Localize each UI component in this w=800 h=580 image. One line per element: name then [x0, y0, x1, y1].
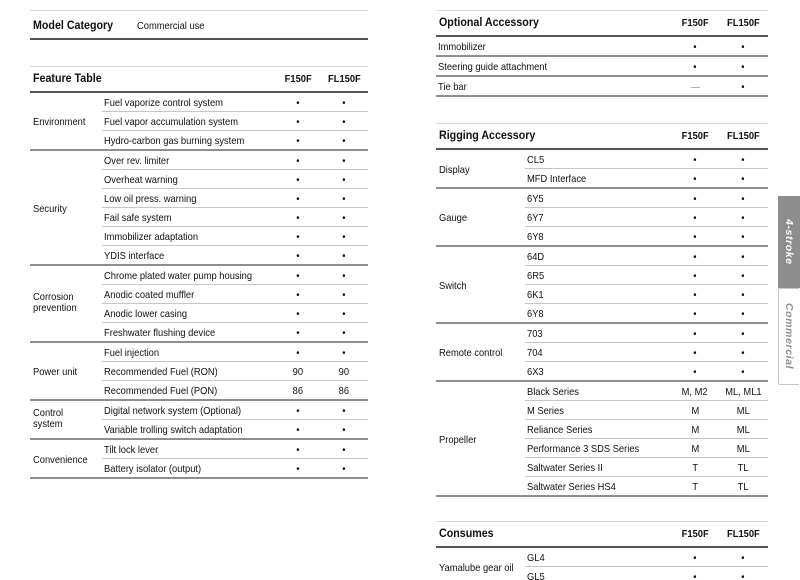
value-cell: • — [320, 131, 368, 151]
feature-cell: 6X3 — [525, 362, 672, 382]
column-header-col2: FL150F — [718, 11, 768, 37]
category-cell: Gauge — [436, 188, 525, 246]
feature-cell: 64D — [525, 246, 672, 266]
value-cell: • — [276, 342, 320, 362]
category-cell: Corrosion prevention — [30, 265, 102, 342]
value-cell: • — [693, 154, 697, 166]
table-row — [30, 150, 368, 170]
table-header-row — [436, 11, 768, 37]
feature-cell: GL5 — [525, 567, 672, 580]
category-cell: Power unit — [30, 342, 102, 400]
value-cell: • — [672, 169, 718, 189]
value-cell: • — [276, 323, 320, 343]
category-cell: Convenience — [30, 439, 102, 478]
feature-cell: Performance 3 SDS Series — [525, 439, 672, 458]
value-cell: M — [672, 420, 718, 439]
value-cell: • — [276, 420, 320, 440]
feature-cell: 6R5 — [525, 266, 672, 285]
value-cell: • — [320, 170, 368, 189]
value-cell: • — [276, 150, 320, 170]
feature-cell: Anodic coated muffler — [102, 285, 276, 304]
value-cell: • — [320, 208, 368, 227]
value-cell: • — [718, 76, 768, 96]
value-cell: 86 — [320, 381, 368, 401]
value-cell: • — [718, 246, 768, 266]
value-cell: • — [672, 56, 718, 76]
column-header-col1: F150F — [672, 124, 718, 150]
category-cell: Switch — [436, 246, 525, 323]
column-header-col2: FL150F — [718, 124, 768, 150]
feature-cell: Hydro-carbon gas burning system — [102, 131, 276, 151]
feature-cell: Recommended Fuel (PON) — [102, 381, 276, 401]
value-cell: • — [320, 323, 368, 343]
category-cell: Propeller — [436, 381, 525, 496]
category-cell: Environment — [33, 116, 86, 128]
category-cell: Remote control — [436, 323, 525, 381]
value-cell: • — [718, 285, 768, 304]
category-cell: Control system — [30, 400, 102, 439]
feature-cell: 6K1 — [525, 285, 672, 304]
value-cell: • — [320, 112, 368, 131]
tab-4-stroke-label: 4-stroke — [783, 219, 795, 265]
feature-cell: Digital network system (Optional) — [102, 400, 276, 420]
feature-cell: Low oil press. warning — [102, 189, 276, 208]
optional-accessory-table — [436, 10, 768, 97]
feature-cell: Over rev. limiter — [102, 150, 276, 170]
table-row — [436, 547, 768, 567]
value-cell: • — [276, 208, 320, 227]
feature-cell: MFD Interface — [525, 169, 672, 189]
value-cell: • — [672, 208, 718, 227]
feature-cell: Fuel vapor accumulation system — [102, 112, 276, 131]
value-cell: • — [320, 189, 368, 208]
value-cell: • — [718, 343, 768, 362]
table-row — [436, 149, 768, 169]
column-header-col2: FL150F — [718, 522, 768, 548]
value-cell: — — [672, 76, 718, 96]
value-cell: • — [718, 208, 768, 227]
value-cell: • — [320, 420, 368, 440]
feature-cell: Anodic lower casing — [102, 304, 276, 323]
value-cell: • — [320, 227, 368, 246]
feature-cell: Fuel injection — [102, 342, 276, 362]
table-row — [30, 342, 368, 362]
category-cell: Security — [30, 150, 102, 265]
feature-cell: GL4 — [527, 552, 545, 564]
value-cell: • — [276, 304, 320, 323]
feature-cell: Battery isolator (output) — [102, 459, 276, 479]
value-cell: • — [276, 246, 320, 266]
value-cell: • — [718, 188, 768, 208]
value-cell: TL — [718, 477, 768, 497]
value-cell: • — [320, 304, 368, 323]
feature-cell: Fail safe system — [102, 208, 276, 227]
feature-cell: Steering guide attachment — [436, 56, 672, 76]
value-cell: • — [276, 189, 320, 208]
consumes-table — [436, 521, 768, 580]
feature-cell: 6Y8 — [525, 227, 672, 247]
value-cell: • — [718, 304, 768, 324]
table-row — [436, 36, 768, 56]
value-cell: • — [718, 567, 768, 580]
table-row — [30, 400, 368, 420]
left-column — [30, 10, 368, 479]
value-cell: 90 — [276, 362, 320, 381]
value-cell: M, M2 — [672, 381, 718, 401]
value-cell: • — [718, 266, 768, 285]
value-cell: M — [672, 439, 718, 458]
value-cell: • — [276, 459, 320, 479]
feature-cell: Black Series — [525, 381, 672, 401]
table-row — [30, 265, 368, 285]
feature-cell: Chrome plated water pump housing — [102, 265, 276, 285]
value-cell: • — [672, 362, 718, 382]
value-cell: • — [276, 265, 320, 285]
value-cell: • — [320, 265, 368, 285]
value-cell: • — [672, 227, 718, 247]
table-title: Optional Accessory — [436, 11, 672, 37]
feature-cell: 6Y8 — [525, 304, 672, 324]
value-cell: • — [320, 150, 368, 170]
value-cell: • — [276, 131, 320, 151]
value-cell: T — [672, 477, 718, 497]
feature-cell: Freshwater flushing device — [102, 323, 276, 343]
right-column — [436, 10, 768, 580]
feature-cell: Tie bar — [436, 76, 672, 96]
feature-table — [30, 66, 368, 479]
feature-cell: YDIS interface — [102, 246, 276, 266]
value-cell: • — [741, 552, 745, 564]
value-cell: M — [672, 401, 718, 420]
feature-cell: Saltwater Series HS4 — [525, 477, 672, 497]
category-cell: Display — [439, 163, 470, 176]
rigging-accessory-table — [436, 123, 768, 497]
feature-cell: Immobilizer — [438, 41, 486, 53]
value-cell: • — [276, 170, 320, 189]
model-category-bar — [30, 10, 368, 40]
value-cell: • — [672, 304, 718, 324]
value-cell: • — [320, 459, 368, 479]
model-category-value: Commercial use — [137, 19, 205, 32]
value-cell: • — [276, 285, 320, 304]
value-cell: • — [672, 567, 718, 580]
table-row — [436, 76, 768, 96]
feature-cell: Immobilizer adaptation — [102, 227, 276, 246]
column-header-col1: F150F — [672, 522, 718, 548]
value-cell: • — [718, 169, 768, 189]
table-header-row — [436, 522, 768, 548]
feature-cell: 6Y7 — [525, 208, 672, 227]
value-cell: ML, ML1 — [718, 381, 768, 401]
value-cell: • — [741, 41, 745, 53]
table-row — [436, 246, 768, 266]
value-cell: • — [320, 246, 368, 266]
category-cell: Yamalube gear oil — [439, 561, 514, 574]
feature-cell: 703 — [525, 323, 672, 343]
value-cell: T — [672, 458, 718, 477]
value-cell: • — [718, 56, 768, 76]
table-title: Rigging Accessory — [436, 124, 672, 150]
value-cell: • — [296, 97, 300, 109]
table-title: Consumes — [436, 522, 672, 548]
feature-cell: Tilt lock lever — [102, 439, 276, 459]
feature-cell: Overheat warning — [102, 170, 276, 189]
table-row — [30, 92, 368, 112]
value-cell: • — [276, 227, 320, 246]
feature-cell: Saltwater Series II — [525, 458, 672, 477]
table-row — [436, 323, 768, 343]
value-cell: • — [672, 266, 718, 285]
table-row — [436, 188, 768, 208]
value-cell: ML — [718, 401, 768, 420]
value-cell: • — [718, 362, 768, 382]
table-row — [30, 439, 368, 459]
column-header-col1: F150F — [672, 11, 718, 37]
feature-cell: Recommended Fuel (RON) — [102, 362, 276, 381]
value-cell: • — [741, 154, 745, 166]
tab-commercial[interactable] — [778, 288, 799, 385]
side-tab-bar — [778, 196, 800, 385]
value-cell: ML — [718, 420, 768, 439]
feature-cell: Fuel vaporize control system — [104, 97, 223, 109]
value-cell: • — [276, 400, 320, 420]
tab-4-stroke[interactable] — [778, 196, 800, 288]
value-cell: 86 — [276, 381, 320, 401]
value-cell: • — [693, 552, 697, 564]
value-cell: • — [672, 246, 718, 266]
table-row — [436, 381, 768, 401]
table-title: Feature Table — [30, 67, 276, 93]
value-cell: • — [276, 439, 320, 459]
feature-cell: Variable trolling switch adaptation — [102, 420, 276, 440]
value-cell: • — [672, 323, 718, 343]
feature-cell: Reliance Series — [525, 420, 672, 439]
feature-cell: 704 — [525, 343, 672, 362]
value-cell: • — [672, 285, 718, 304]
value-cell: ML — [718, 439, 768, 458]
value-cell: • — [320, 285, 368, 304]
table-header-row — [436, 124, 768, 150]
column-header-col2: FL150F — [320, 67, 368, 93]
tab-commercial-label: Commercial — [783, 303, 795, 370]
value-cell: • — [672, 343, 718, 362]
value-cell: TL — [718, 458, 768, 477]
value-cell: • — [693, 41, 697, 53]
value-cell: • — [718, 323, 768, 343]
feature-cell: M Series — [525, 401, 672, 420]
value-cell: • — [718, 227, 768, 247]
value-cell: • — [320, 400, 368, 420]
value-cell: 90 — [320, 362, 368, 381]
value-cell: • — [342, 97, 346, 109]
feature-cell: 6Y5 — [525, 188, 672, 208]
table-row — [436, 56, 768, 76]
table-header-row — [30, 67, 368, 93]
model-category-label: Model Category — [33, 17, 114, 32]
column-header-col1: F150F — [276, 67, 320, 93]
value-cell: • — [320, 439, 368, 459]
feature-cell: CL5 — [527, 154, 545, 166]
value-cell: • — [320, 342, 368, 362]
value-cell: • — [672, 188, 718, 208]
value-cell: • — [276, 112, 320, 131]
